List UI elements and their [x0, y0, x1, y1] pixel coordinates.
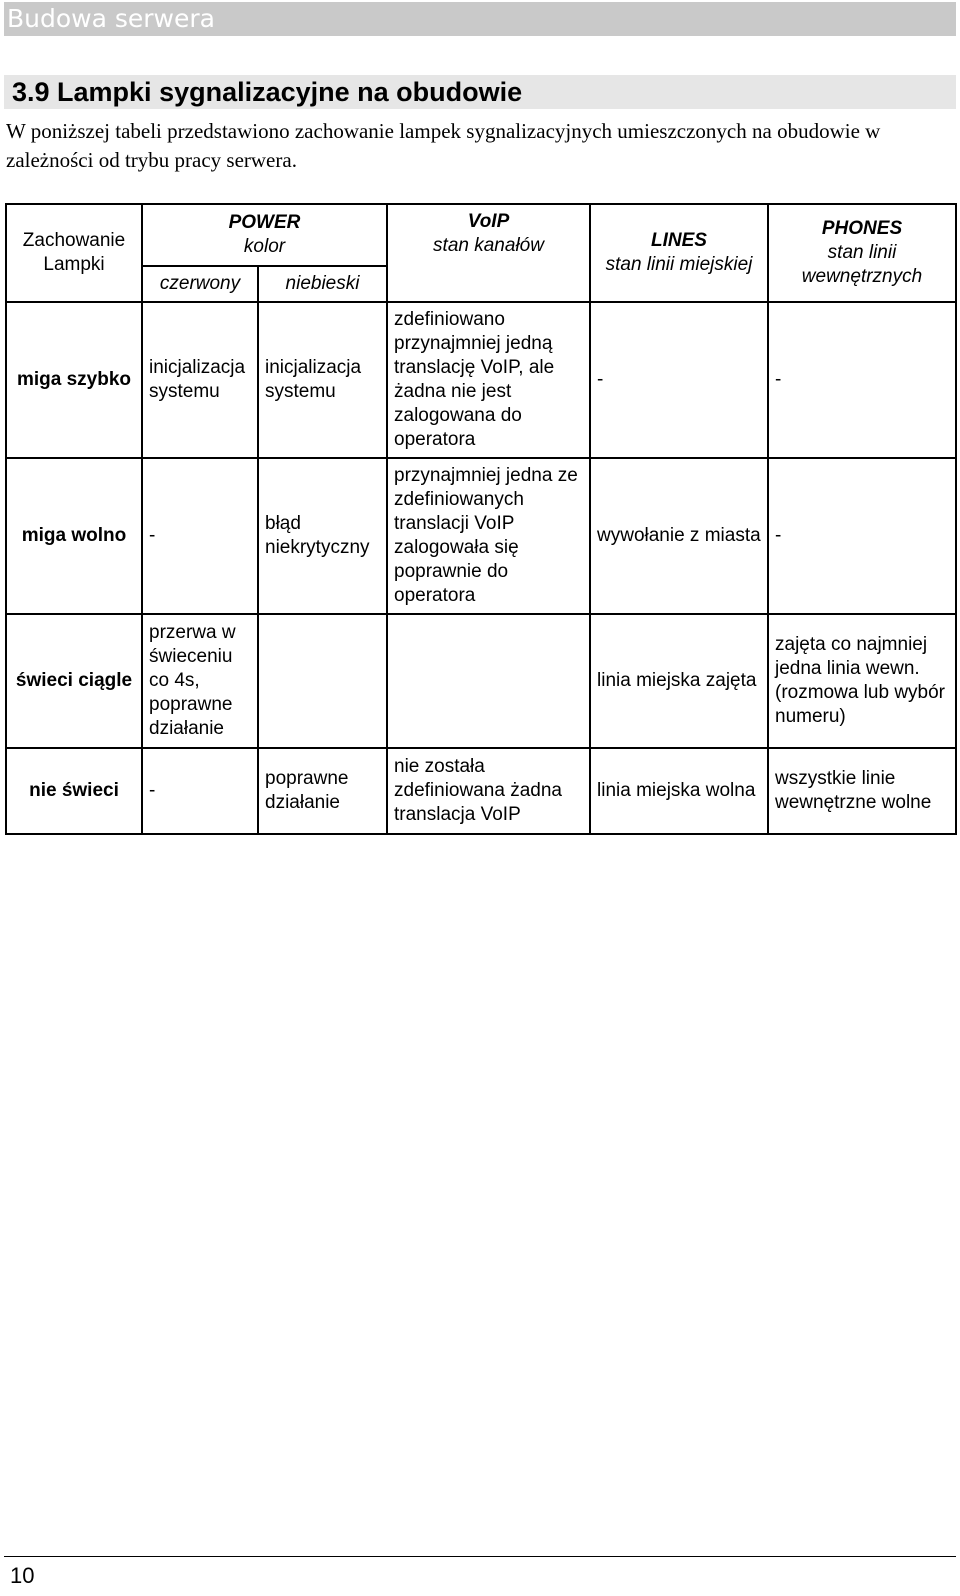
cell-lines: linia miejska zajęta: [590, 614, 768, 748]
header-voip-title: VoIP: [467, 211, 510, 232]
cell-behavior: nie świeci: [6, 748, 142, 834]
cell-red: inicjalizacja systemu: [142, 302, 258, 458]
cell-phones: -: [768, 302, 956, 458]
header-power: [142, 204, 387, 266]
intro-paragraph: W poniższej tabeli przedstawiono zachowanie lampek sygnalizacyjnych umieszczonych na obudowie w zależności od trybu pracy serwera.: [6, 119, 881, 172]
header-lines-sub: stan linii miejskiej: [605, 254, 753, 275]
header-blue: niebieski: [258, 266, 387, 302]
cell-lines: wywołanie z miasta: [590, 458, 768, 614]
cell-phones: -: [768, 458, 956, 614]
cell-voip: przynajmniej jedna ze zdefiniowanych translacji VoIP zalogowała się poprawnie do operatora: [387, 458, 590, 614]
header-power-title: POWER: [228, 212, 301, 233]
cell-voip: zdefiniowano przynajmniej jedną translację VoIP, ale żadna nie jest zalogowana do operatora: [387, 302, 590, 458]
section-title: 3.9 Lampki sygnalizacyjne na obudowie: [4, 75, 956, 109]
cell-phones: zajęta co najmniej jedna linia wewn. (rozmowa lub wybór numeru): [768, 614, 956, 748]
cell-voip: nie została zdefiniowana żadna translacja VoIP: [387, 748, 590, 834]
header-behavior-label: Zachowanie Lampki: [22, 230, 126, 275]
cell-behavior: świeci ciągle: [6, 614, 142, 748]
header-phones: [768, 204, 956, 302]
cell-lines: linia miejska wolna: [590, 748, 768, 834]
header-voip-sub: stan kanałów: [433, 235, 544, 256]
page-number: 10: [10, 1563, 35, 1588]
table-row: [6, 302, 956, 458]
cell-blue: [258, 614, 387, 748]
header-behavior: [6, 204, 142, 302]
cell-red: -: [142, 748, 258, 834]
header-phones-title: PHONES: [821, 218, 903, 239]
cell-behavior: miga wolno: [6, 458, 142, 614]
cell-red: -: [142, 458, 258, 614]
lamp-behavior-table: [5, 203, 957, 835]
header-lines-title: LINES: [651, 230, 707, 251]
header-voip: [387, 204, 590, 302]
cell-phones: wszystkie linie wewnętrzne wolne: [768, 748, 956, 834]
cell-voip: [387, 614, 590, 748]
header-phones-sub: stan linii wewnętrznych: [801, 242, 923, 287]
table-header-row: [6, 204, 956, 266]
header-red: czerwony: [142, 266, 258, 302]
cell-blue: poprawne działanie: [258, 748, 387, 834]
cell-blue: inicjalizacja systemu: [258, 302, 387, 458]
footer-divider: [4, 1556, 956, 1557]
cell-lines: -: [590, 302, 768, 458]
cell-blue: błąd niekrytyczny: [258, 458, 387, 614]
table-row: [6, 748, 956, 834]
table-row: [6, 458, 956, 614]
header-power-sub: kolor: [243, 236, 286, 257]
cell-red: przerwa w świeceniu co 4s, poprawne działanie: [142, 614, 258, 748]
header-lines: [590, 204, 768, 302]
table-row: [6, 614, 956, 748]
running-header: Budowa serwera: [4, 2, 956, 36]
cell-behavior: miga szybko: [6, 302, 142, 458]
